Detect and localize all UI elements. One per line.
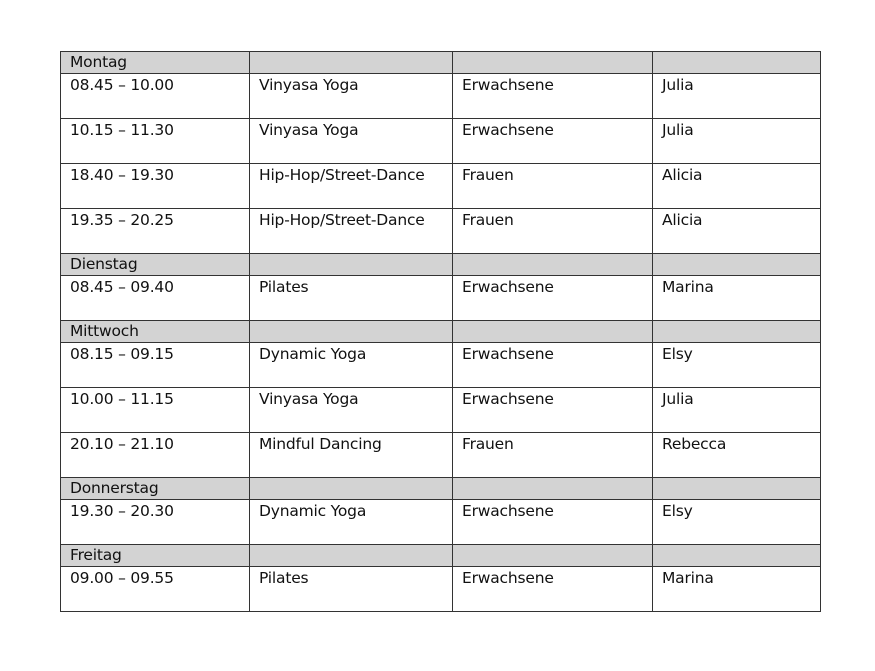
day-name: Dienstag: [61, 254, 250, 276]
group-cell: Frauen: [453, 433, 653, 478]
trainer-cell: Julia: [653, 74, 821, 119]
group-cell: Erwachsene: [453, 276, 653, 321]
day-header-row: [61, 52, 821, 74]
day-header-row: [61, 321, 821, 343]
group-cell: Erwachsene: [453, 119, 653, 164]
group-cell: Erwachsene: [453, 388, 653, 433]
table-row: [61, 500, 821, 545]
day-header-empty-cell: [653, 545, 821, 567]
trainer-cell: Elsy: [653, 343, 821, 388]
group-cell: Erwachsene: [453, 343, 653, 388]
group-cell: Frauen: [453, 209, 653, 254]
group-cell: Frauen: [453, 164, 653, 209]
day-header-empty-cell: [250, 254, 453, 276]
day-name: Mittwoch: [61, 321, 250, 343]
course-cell: Pilates: [250, 276, 453, 321]
day-header-empty-cell: [250, 52, 453, 74]
table-row: [61, 567, 821, 612]
day-header-empty-cell: [453, 478, 653, 500]
course-cell: Pilates: [250, 567, 453, 612]
group-cell: Erwachsene: [453, 74, 653, 119]
trainer-cell: Alicia: [653, 164, 821, 209]
day-name: Freitag: [61, 545, 250, 567]
day-header-empty-cell: [250, 321, 453, 343]
day-header-empty-cell: [453, 52, 653, 74]
course-cell: Dynamic Yoga: [250, 343, 453, 388]
course-cell: Hip-Hop/Street-Dance: [250, 164, 453, 209]
time-cell: 08.15 – 09.15: [61, 343, 250, 388]
time-cell: 19.35 – 20.25: [61, 209, 250, 254]
course-cell: Dynamic Yoga: [250, 500, 453, 545]
table-row: [61, 209, 821, 254]
course-cell: Vinyasa Yoga: [250, 388, 453, 433]
table-row: [61, 433, 821, 478]
day-header-empty-cell: [453, 545, 653, 567]
table-row: [61, 164, 821, 209]
schedule-body: [61, 52, 821, 612]
table-row: [61, 74, 821, 119]
day-header-empty-cell: [250, 478, 453, 500]
day-header-empty-cell: [453, 254, 653, 276]
day-header-empty-cell: [250, 545, 453, 567]
group-cell: Erwachsene: [453, 567, 653, 612]
day-header-row: [61, 478, 821, 500]
trainer-cell: Marina: [653, 567, 821, 612]
time-cell: 08.45 – 09.40: [61, 276, 250, 321]
day-header-row: [61, 254, 821, 276]
trainer-cell: Rebecca: [653, 433, 821, 478]
course-cell: Hip-Hop/Street-Dance: [250, 209, 453, 254]
table-row: [61, 343, 821, 388]
time-cell: 09.00 – 09.55: [61, 567, 250, 612]
day-header-empty-cell: [653, 254, 821, 276]
time-cell: 08.45 – 10.00: [61, 74, 250, 119]
time-cell: 18.40 – 19.30: [61, 164, 250, 209]
table-row: [61, 388, 821, 433]
group-cell: Erwachsene: [453, 500, 653, 545]
day-header-empty-cell: [653, 52, 821, 74]
trainer-cell: Alicia: [653, 209, 821, 254]
course-cell: Vinyasa Yoga: [250, 74, 453, 119]
trainer-cell: Julia: [653, 388, 821, 433]
day-header-empty-cell: [653, 478, 821, 500]
time-cell: 19.30 – 20.30: [61, 500, 250, 545]
table-row: [61, 276, 821, 321]
trainer-cell: Julia: [653, 119, 821, 164]
time-cell: 10.15 – 11.30: [61, 119, 250, 164]
day-header-row: [61, 545, 821, 567]
time-cell: 20.10 – 21.10: [61, 433, 250, 478]
trainer-cell: Elsy: [653, 500, 821, 545]
trainer-cell: Marina: [653, 276, 821, 321]
time-cell: 10.00 – 11.15: [61, 388, 250, 433]
day-name: Donnerstag: [61, 478, 250, 500]
day-header-empty-cell: [653, 321, 821, 343]
day-header-empty-cell: [453, 321, 653, 343]
course-cell: Mindful Dancing: [250, 433, 453, 478]
schedule-table: [60, 51, 821, 612]
day-name: Montag: [61, 52, 250, 74]
course-cell: Vinyasa Yoga: [250, 119, 453, 164]
table-row: [61, 119, 821, 164]
